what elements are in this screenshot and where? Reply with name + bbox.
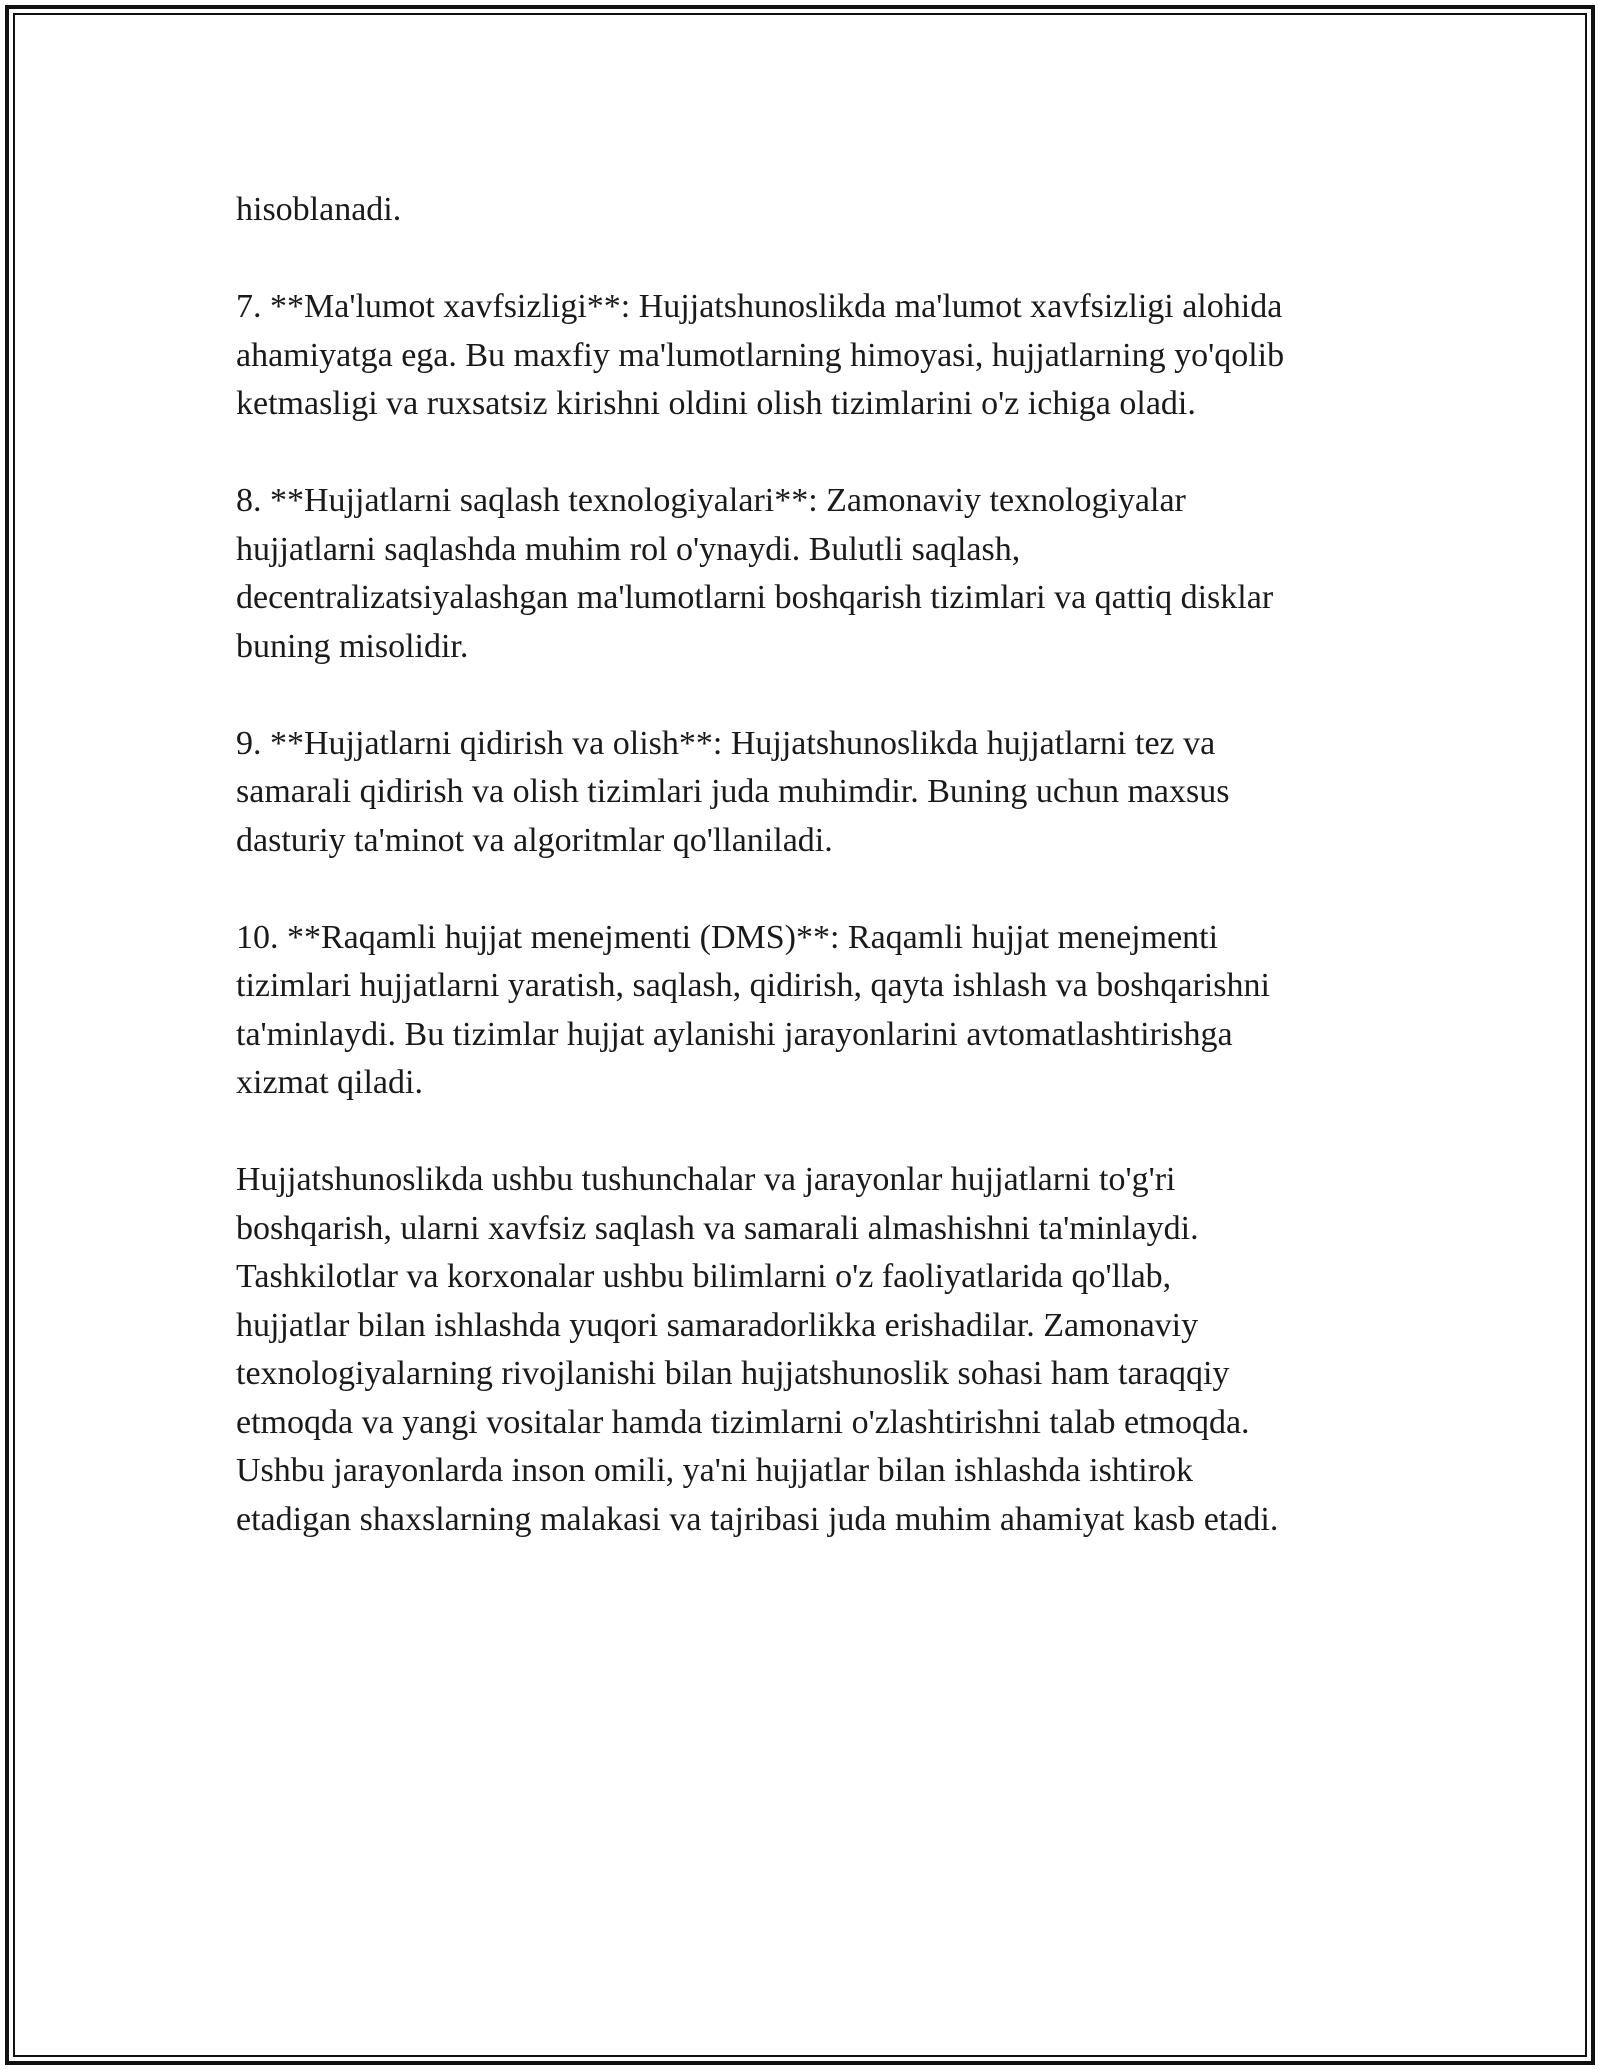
paragraph-item-10: 10. **Raqamli hujjat menejmenti (DMS)**: Raqamli hujjat menejmenti tizimlari hujjatlarni yaratish, saqlash, qidirish, qayta ishlash va boshqarishni ta'minlaydi. Bu tizimlar hujjat aylanishi jarayonlarini avtomatlashtirishga xizmat qiladi. bbox=[236, 918, 1270, 1101]
paragraph-item-8: 8. **Hujjatlarni saqlash texnologiyalari**: Zamonaviy texnologiyalar hujjatlarni saqlashda muhim rol o'ynaydi. Bulutli saqlash, decentralizatsiyalashgan ma'lumotlarni boshqarish tizimlari va qattiq disklar buning misolidir. bbox=[236, 482, 1274, 665]
paragraph-continuation: hisoblanadi. bbox=[236, 191, 402, 228]
page-body bbox=[236, 186, 1396, 1593]
paragraph-item-9: 9. **Hujjatlarni qidirish va olish**: Hujjatshunoslikda hujjatlarni tez va samarali qidirish va olish tizimlari juda muhimdir. Buning uchun maxsus dasturiy ta'minot va algoritmlar qo'llaniladi. bbox=[236, 724, 1230, 859]
paragraph-conclusion: Hujjatshunoslikda ushbu tushunchalar va jarayonlar hujjatlarni to'g'ri boshqarish, ularni xavfsiz saqlash va samarali almashishni ta'minlaydi. Tashkilotlar va korxonalar ushbu bilimlarni o'z faoliyatlarida qo'llab, hujjatlar bilan ishlashda yuqori samaradorlikka erishadilar. Zamonaviy texnologiyalarning rivojlanishi bilan hujjatshunoslik sohasi ham taraqqiy etmoqda va yangi vositalar hamda tizimlarni o'zlashtirishni talab etmoqda. Ushbu jarayonlarda inson omili, ya'ni hujjatlar bilan ishlashda ishtirok etadigan shaxslarning malakasi va tajribasi juda muhim ahamiyat kasb etadi. bbox=[236, 1161, 1279, 1538]
paragraph-item-7: 7. **Ma'lumot xavfsizligi**: Hujjatshunoslikda ma'lumot xavfsizligi alohida ahamiyatga ega. Bu maxfiy ma'lumotlarning himoyasi, hujjatlarning yo'qolib ketmasligi va ruxsatsiz kirishni oldini olish tizimlarini o'z ichiga oladi. bbox=[236, 288, 1285, 422]
